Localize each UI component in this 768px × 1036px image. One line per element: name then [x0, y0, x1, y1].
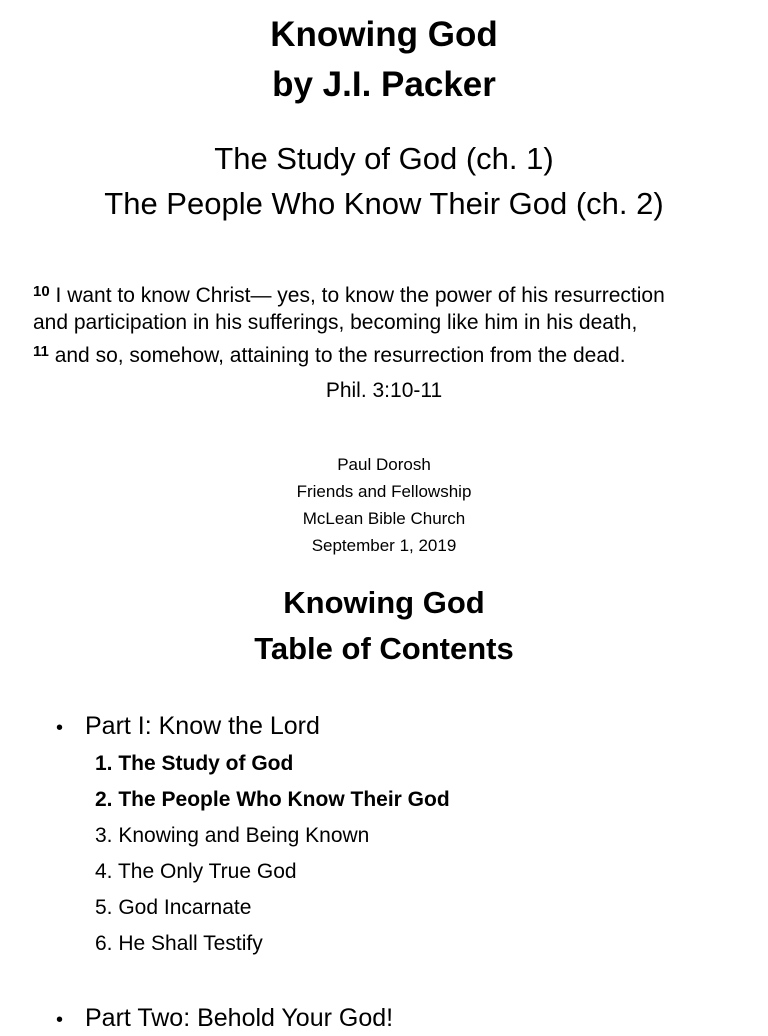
- verse-10: [33, 282, 753, 336]
- title-line-1: Knowing God: [270, 15, 498, 54]
- verse-11-text: and so, somehow, attaining to the resurrection from the dead.: [54, 344, 626, 367]
- verse-11-number: 11: [33, 343, 49, 360]
- subtitle-line-2: The People Who Know Their God (ch. 2): [104, 186, 664, 221]
- bullet-icon: •: [56, 1009, 64, 1031]
- toc-chapter-list: [95, 746, 450, 962]
- toc-chapter-item: 5. God Incarnate: [95, 896, 252, 919]
- document-subtitle: [0, 136, 768, 226]
- toc-part-1-label: Part I: Know the Lord: [85, 712, 320, 740]
- toc-title-line-2: Table of Contents: [254, 631, 514, 666]
- subtitle-line-1: The Study of God (ch. 1): [214, 141, 554, 176]
- document-title: [0, 10, 768, 110]
- toc-title: [0, 580, 768, 672]
- presenter-church: McLean Bible Church: [302, 509, 466, 528]
- toc-title-line-1: Knowing God: [283, 585, 485, 620]
- presenter-info: [0, 451, 768, 559]
- title-line-2: by J.I. Packer: [272, 65, 496, 104]
- verse-10-line-1: [33, 282, 753, 309]
- toc-chapter-item: 6. He Shall Testify: [95, 932, 263, 955]
- verse-11: [33, 342, 753, 369]
- presenter-name: Paul Dorosh: [337, 455, 431, 474]
- presenter-group: Friends and Fellowship: [296, 482, 472, 501]
- toc-part-2: [56, 1002, 393, 1036]
- toc-part-1: [56, 710, 320, 744]
- bullet-icon: •: [56, 717, 64, 739]
- toc-part-2-label: Part Two: Behold Your God!: [85, 1004, 394, 1032]
- toc-chapter-item: 2. The People Who Know Their God: [95, 788, 450, 811]
- toc-chapter-item: 1. The Study of God: [95, 752, 294, 775]
- scripture-reference: Phil. 3:10-11: [325, 379, 443, 402]
- toc-chapter-item: 4. The Only True God: [95, 860, 297, 883]
- verse-10-number: 10: [33, 283, 50, 300]
- verse-10-text-1: I want to know Christ— yes, to know the power of his resurrection: [55, 284, 665, 307]
- verse-10-line-2: and participation in his sufferings, becoming like him in his death,: [33, 311, 638, 334]
- toc-chapter-item: 3. Knowing and Being Known: [95, 824, 370, 847]
- presenter-date: September 1, 2019: [311, 536, 457, 555]
